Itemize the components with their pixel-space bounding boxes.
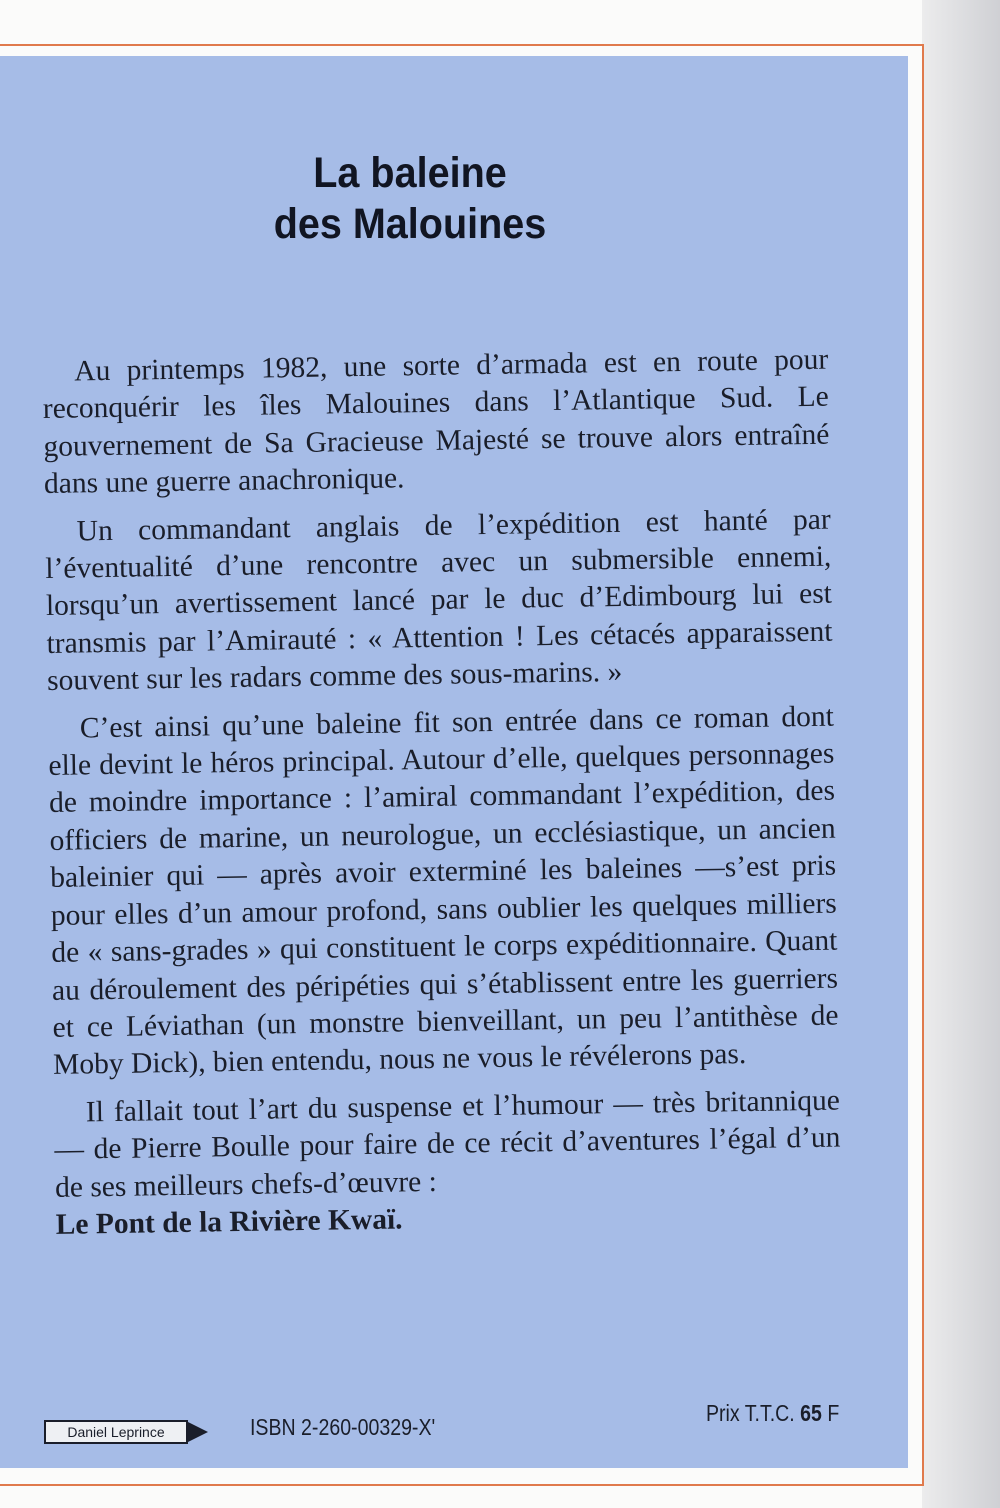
blurb-text — [42, 342, 842, 1245]
isbn-number: ISBN 2-260-00329-X' — [250, 1414, 436, 1440]
price-prefix: Prix T.T.C. — [706, 1400, 795, 1426]
price-value: 65 — [800, 1400, 822, 1426]
blurb-paragraph-4-text: Il fallait tout l’art du suspense et l’humour — très britannique — de Pierre Boulle pour faire de ce récit d’aventures l’égal d’un de ses meilleurs chefs-d’œuvre : — [54, 1084, 841, 1204]
blue-cover-panel — [0, 56, 908, 1468]
price-label — [706, 1400, 839, 1427]
blurb-paragraph-2: Un commandant anglais de l’expédition est hanté par l’éventualité d’une rencontre avec un submersible ennemi, lorsqu’un avertissement lancé par le duc d’Edimbourg lui est transmis par l’Amirauté : « Attention ! Les cétacés apparaissent souvent sur les radars comme des sous-marins. » — [45, 503, 833, 698]
blurb-paragraph-1: Au printemps 1982, une sorte d’armada est en route pour reconquérir les îles Malouines dans l’Atlantique Sud. Le gouvernement de Sa Gracieuse Majesté se trouve alors entraîné dans une guerre anachronique. — [42, 343, 830, 501]
blurb-paragraph-3: C’est ainsi qu’une baleine fit son entrée dans ce roman dont elle devint le héros principal. Autour d’elle, quelques personnages de moindre importance : l’amiral commandant l’expédition, des officiers de marine, un neurologue, un ecclésiastique, un ancien baleinier qui — après avoir exterminé les baleines —s’est pris pour elles d’un amour profond, sans oublier les quelques milliers de « sans-grades » qui constituent le corps expéditionnaire. Quant au déroulement des péripéties qui s’établissent entre les guerriers et ce Léviathan (un monstre bienveillant, un peu l’antithèse de Moby Dick), bien entendu, nous ne vous le révélerons pas. — [48, 700, 839, 1082]
referenced-book-title: Le Pont de la Rivière Kwaï. — [55, 1203, 403, 1241]
title-line-2: des Malouines — [273, 200, 547, 248]
book-title — [33, 148, 787, 250]
publisher-name: Daniel Leprince — [44, 1420, 188, 1444]
arrow-icon — [188, 1422, 208, 1442]
page-edge-shadow — [922, 0, 1000, 1508]
publisher-logo — [44, 1420, 208, 1444]
blurb-paragraph-4 — [54, 1082, 842, 1244]
price-currency: F — [827, 1400, 840, 1426]
title-line-1: La baleine — [313, 149, 507, 197]
